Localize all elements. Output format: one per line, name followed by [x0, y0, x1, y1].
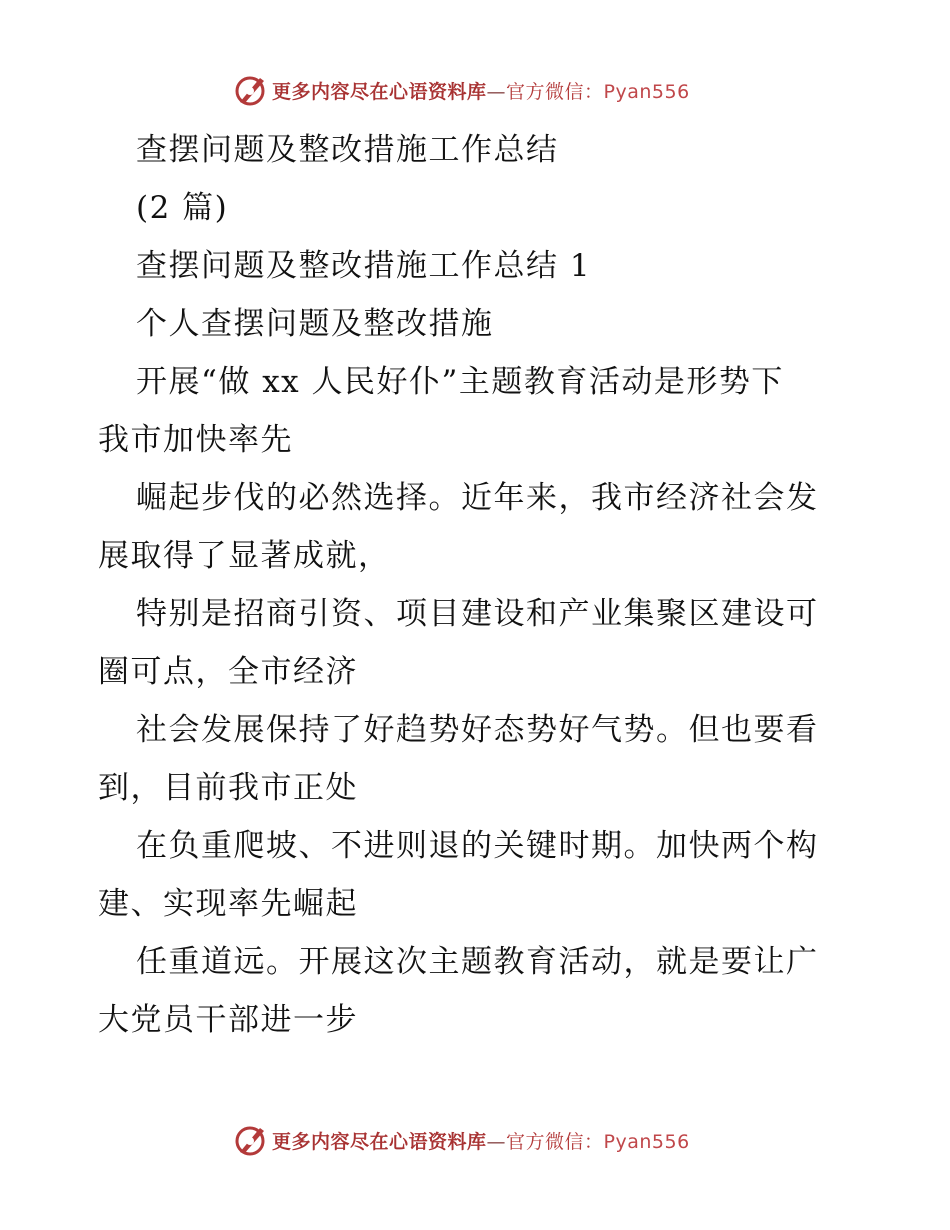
- banner-wechat-label: 官方微信：: [506, 1130, 604, 1153]
- banner-brand: 更多内容尽在心语资料库: [272, 1130, 487, 1153]
- document-title-line1: 查摆问题及整改措施工作总结: [136, 132, 559, 168]
- paragraph-line: 开展“做 xx 人民好仆”主题教育活动是形势下: [136, 364, 784, 400]
- paragraph-line: 在负重爬坡、不进则退的关键时期。加快两个构: [136, 828, 819, 864]
- section-subtitle: 个人查摆问题及整改措施: [136, 306, 494, 342]
- paragraph-line: 社会发展保持了好趋势好态势好气势。但也要看: [136, 712, 819, 748]
- paragraph-lines: [98, 353, 858, 1049]
- paragraph-line: 崛起步伐的必然选择。近年来，我市经济社会发: [136, 480, 819, 516]
- pen-circle-logo-icon: [232, 1122, 268, 1158]
- paragraph-line: 任重道远。开展这次主题教育活动，就是要让广: [136, 944, 819, 980]
- banner-text: [272, 1127, 690, 1154]
- document-title-line2: (2 篇): [136, 190, 229, 226]
- paragraph-line: 圈可点，全市经济: [98, 654, 358, 690]
- section-title: 查摆问题及整改措施工作总结 1: [136, 248, 592, 284]
- paragraph-line: 到，目前我市正处: [98, 770, 358, 806]
- paragraph-line: 特别是招商引资、项目建设和产业集聚区建设可: [136, 596, 819, 632]
- banner-brand: 更多内容尽在心语资料库: [272, 80, 487, 103]
- pen-circle-logo-icon: [232, 72, 268, 108]
- document-body: [98, 121, 858, 1049]
- banner-wechat-label: 官方微信：: [506, 80, 604, 103]
- banner-text: [272, 77, 690, 104]
- paragraph-line: 我市加快率先: [98, 422, 293, 458]
- paragraph-line: 建、实现率先崛起: [98, 886, 358, 922]
- banner-separator: —: [486, 80, 507, 103]
- paragraph-line: 大党员干部进一步: [98, 1002, 358, 1038]
- banner-separator: —: [486, 1130, 507, 1153]
- footer-banner: [232, 1122, 752, 1158]
- paragraph-line: 展取得了显著成就，: [98, 538, 391, 574]
- banner-wechat-id: Pyan556: [603, 80, 690, 103]
- header-banner: [232, 72, 752, 108]
- banner-wechat-id: Pyan556: [603, 1130, 690, 1153]
